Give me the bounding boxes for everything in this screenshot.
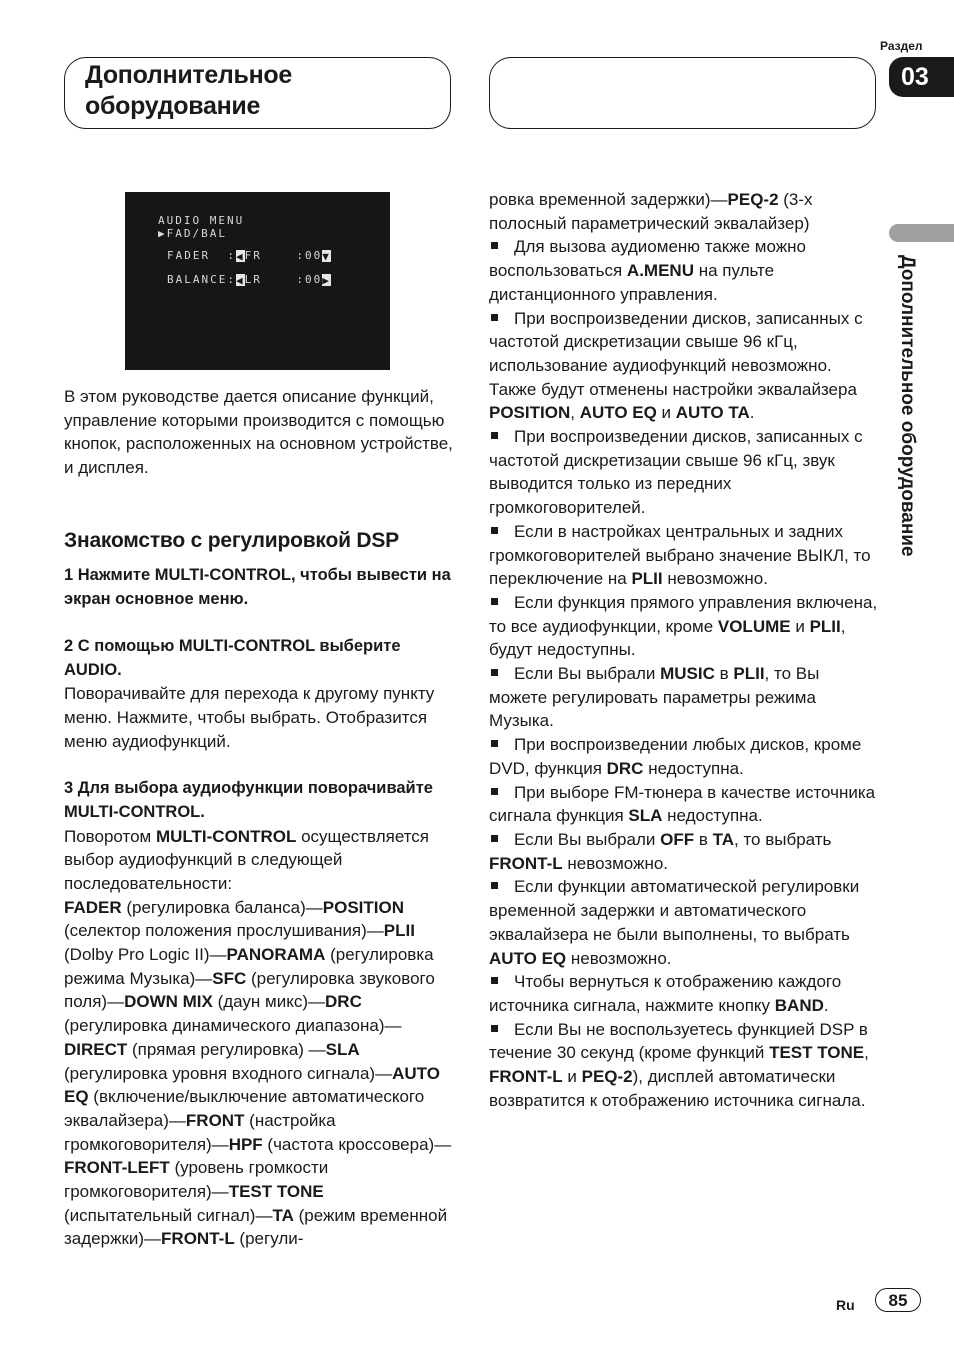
note-bullet [489, 591, 881, 662]
sequence-function-desc: (регулировка баланса)— [121, 897, 323, 917]
note-text: и [790, 616, 810, 636]
sequence-function-name: SFC [212, 968, 247, 988]
note-text: недоступна. [662, 806, 763, 826]
note-text: Для вызова аудиоменю также можно воспользоваться [489, 237, 806, 281]
note-text: Чтобы вернуться к отображению каждого источника сигнала, нажмите кнопку [489, 972, 842, 1015]
note-bold-term: A.MENU [626, 261, 694, 281]
note-bold-term: FRONT-L [489, 1067, 563, 1087]
display-fader-row [167, 249, 331, 262]
note-text: При воспроизведении любых дисков, кроме DVD, функция [489, 735, 862, 778]
sequence-function-desc: (регулировка звукового поля)— [64, 968, 435, 1012]
display-fader-label: FADER : [167, 249, 236, 262]
side-chapter-text: Дополнительное оборудование [897, 255, 918, 557]
display-balance-label: BALANCE: [167, 273, 236, 286]
square-bullet-icon [491, 882, 498, 889]
square-bullet-icon [491, 835, 498, 842]
note-text: Если в настройках центральных и задних громкоговорителей выбрано значение ВЫКЛ, то переключение на [489, 521, 871, 589]
note-bold-term: PLII [809, 616, 841, 636]
note-bullet [489, 875, 881, 970]
note-bold-term: VOLUME [717, 616, 791, 636]
note-bold-term: AUTO EQ [579, 403, 657, 423]
sequence-function-desc: (регули- [234, 1229, 304, 1249]
language-code: Ru [836, 1297, 855, 1313]
section-label: Раздел [880, 39, 923, 53]
note-text: , [570, 403, 580, 423]
note-bullet [489, 662, 881, 733]
square-bullet-icon [491, 527, 498, 534]
sequence-function-desc: (прямая регулировка) — [127, 1039, 326, 1059]
sequence-function-name: POSITION [322, 897, 405, 917]
sequence-function-desc: (даун микс)— [212, 992, 326, 1012]
square-bullet-icon [491, 740, 498, 747]
note-bold-term: PLII [631, 569, 663, 589]
note-bullet [489, 781, 881, 828]
sequence-function-desc: (уровень громкости громкоговорителя)— [64, 1158, 329, 1202]
chapter-title-box [64, 57, 451, 129]
square-bullet-icon [491, 1025, 498, 1032]
sequence-function-desc: (частота кроссовера)— [262, 1134, 452, 1154]
sequence-function-name: PLII [383, 921, 415, 941]
notes-bullet-list [489, 235, 881, 1112]
step-3: 3 Для выбора аудиофункции поворачивайте MULTI-CONTROL. [64, 779, 433, 821]
note-bold-term: DRC [606, 758, 644, 778]
note-bold-term: AUTO TA [675, 403, 750, 423]
note-text: невозможно. [562, 853, 669, 873]
square-bullet-icon [491, 669, 498, 676]
display-balance-arrow-right: ▶ [322, 274, 331, 287]
note-text: и [656, 403, 676, 423]
sequence-function-name: SLA [325, 1039, 360, 1059]
note-text: , то выбрать [734, 829, 832, 849]
note-bullet [489, 235, 881, 306]
note-bold-term: BAND [774, 995, 824, 1015]
display-balance-value: LR :00 [244, 273, 323, 286]
sequence-function-name: HPF [228, 1134, 263, 1154]
note-text: Если функции автоматической регулировки временной задержки и автоматического эквалайзера не были выполнены, то выбрать [489, 877, 860, 944]
display-balance-arrow-left: ◀ [235, 274, 245, 287]
note-text: , то Вы можете регулировать параметры режима Музыка. [489, 664, 820, 731]
note-bullet [489, 1018, 881, 1113]
sequence-function-desc: (настройка громкоговорителя)— [64, 1110, 336, 1154]
note-bullet [489, 828, 881, 875]
note-bullet [489, 733, 881, 780]
side-tab-marker [889, 224, 954, 242]
note-text: Если функция прямого управления включена, то все аудиофункции, кроме [489, 592, 878, 636]
step-3-text: Поворотом [64, 826, 156, 846]
note-bullet [489, 307, 881, 426]
step-3-body [64, 825, 456, 896]
display-line-audio-menu: AUDIO MENU [158, 214, 245, 227]
sequence-function-name: TEST TONE [228, 1182, 324, 1202]
sequence-function-name: PANORAMA [226, 945, 326, 965]
header-empty-box [489, 57, 876, 129]
note-text: Если Вы выбрали [514, 664, 661, 684]
sequence-function-name: TA [272, 1205, 294, 1225]
intro-paragraph: В этом руководстве дается описание функций, управление которыми производится с помощью кнопок, расположенных на основном устройстве, и дисплея. [64, 387, 453, 478]
note-bold-term: PLII [733, 664, 765, 684]
note-bullet [489, 425, 881, 520]
sequence-function-name: AUTO EQ [64, 1063, 440, 1107]
note-text: . [749, 403, 755, 423]
note-text: невозможно. [566, 948, 672, 968]
note-text: ), дисплей автоматически возвратится к отображению источника сигнала. [489, 1067, 866, 1110]
note-text: При воспроизведении дисков, записанных с частотой дискретизации свыше 96 кГц, использование аудиофункций невозможно. Также будут отменены настройки эквалайзера [489, 308, 863, 399]
right-column [489, 188, 881, 1112]
note-text: недоступна. [643, 758, 744, 778]
continuation-text: (3-х полосный параметрический эквалайзер) [489, 190, 813, 233]
sequence-function-desc: (регулировка динамического диапазона)— [64, 1016, 402, 1036]
sequence-function-name: FADER [64, 897, 122, 917]
note-text: в [714, 664, 734, 684]
note-text: При воспроизведении дисков, записанных с частотой дискретизации свыше 96 кГц, звук выводится только из передних громкоговорителей. [489, 427, 863, 518]
note-bold-term: SLA [628, 806, 663, 826]
sequence-function-desc: (регулировка режима Музыка)— [64, 945, 434, 988]
continuation-bold: PEQ-2 [727, 190, 779, 209]
step-3-text: осуществляется выбор аудиофункций в следующей последовательности: [64, 826, 430, 893]
square-bullet-icon [491, 977, 498, 984]
note-text: , [864, 1043, 869, 1063]
note-text: невозможно. [662, 569, 768, 589]
note-bold-term: TEST TONE [769, 1043, 865, 1063]
step-2: 2 С помощью MULTI-CONTROL выберите AUDIO. [64, 636, 401, 679]
sequence-function-desc: (режим временной задержки)— [64, 1205, 448, 1249]
left-column [64, 385, 456, 1251]
display-line-fad-bal: ▶FAD/BAL [158, 227, 227, 240]
square-bullet-icon [491, 242, 498, 249]
note-bold-term: PEQ-2 [581, 1067, 633, 1087]
sequence-function-name: FRONT [185, 1110, 245, 1130]
sequence-function-desc: (регулировка уровня входного сигнала)— [64, 1063, 393, 1083]
square-bullet-icon [491, 788, 498, 795]
page-number: 85 [875, 1288, 921, 1312]
step-1: 1 Нажмите MULTI-CONTROL, чтобы вывести на экран основное меню. [64, 565, 451, 608]
section-number-tab: 03 [889, 57, 954, 97]
chapter-title: Дополнительное оборудование [85, 61, 292, 120]
square-bullet-icon [491, 598, 498, 605]
note-bold-term: POSITION [489, 403, 571, 423]
note-text: Если Вы не воспользуетесь функцией DSP в течение 30 секунд (кроме функций [489, 1019, 868, 1063]
square-bullet-icon [491, 314, 498, 321]
sequence-function-name: DIRECT [64, 1039, 128, 1059]
display-fader-value: FR :00 [244, 249, 323, 262]
note-bold-term: AUTO EQ [489, 948, 567, 968]
step-3-bold: MULTI-CONTROL [155, 826, 297, 846]
continuation-text: ровка временной задержки)— [489, 190, 728, 209]
note-bold-term: TA [712, 829, 734, 849]
note-bullet [489, 520, 881, 591]
sequence-function-desc: (селектор положения прослушивания)— [64, 921, 384, 941]
note-text: , будут недоступны. [489, 616, 846, 660]
square-bullet-icon [491, 432, 498, 439]
sequence-function-name: FRONT-L [161, 1229, 235, 1249]
note-text: и [562, 1067, 582, 1087]
display-balance-row [167, 273, 331, 286]
display-fader-arrow-left: ◀ [235, 250, 245, 263]
note-bold-term: MUSIC [660, 664, 715, 684]
sequence-function-desc: (испытательный сигнал)— [64, 1205, 273, 1225]
sequence-function-name: FRONT-LEFT [64, 1158, 170, 1178]
display-fader-arrow-right: ▼ [322, 250, 331, 263]
note-bold-term: OFF [660, 829, 695, 849]
note-text: Если Вы выбрали [514, 829, 661, 849]
sequence-function-desc: (включение/выключение автоматического эквалайзера)— [64, 1087, 425, 1130]
note-text: в [694, 829, 713, 849]
function-sequence [64, 896, 456, 1252]
note-text: При выборе FM-тюнера в качестве источника сигнала функция [489, 782, 876, 826]
section-heading-dsp: Знакомство с регулировкой DSP [64, 528, 399, 552]
sequence-function-desc: (Dolby Pro Logic II)— [64, 945, 227, 965]
note-bullet [489, 970, 881, 1017]
note-text: . [823, 995, 829, 1015]
sequence-function-name: DRC [325, 992, 362, 1012]
sequence-function-name: DOWN MIX [124, 992, 213, 1012]
note-bold-term: FRONT-L [489, 853, 563, 873]
sequence-continuation [489, 188, 881, 235]
audio-menu-display-photo [125, 192, 390, 370]
step-2-body: Поворачивайте для перехода к другому пункту меню. Нажмите, чтобы выбрать. Отобразится меню аудиофункций. [64, 684, 435, 751]
note-text: на пульте дистанционного управления. [489, 261, 775, 304]
